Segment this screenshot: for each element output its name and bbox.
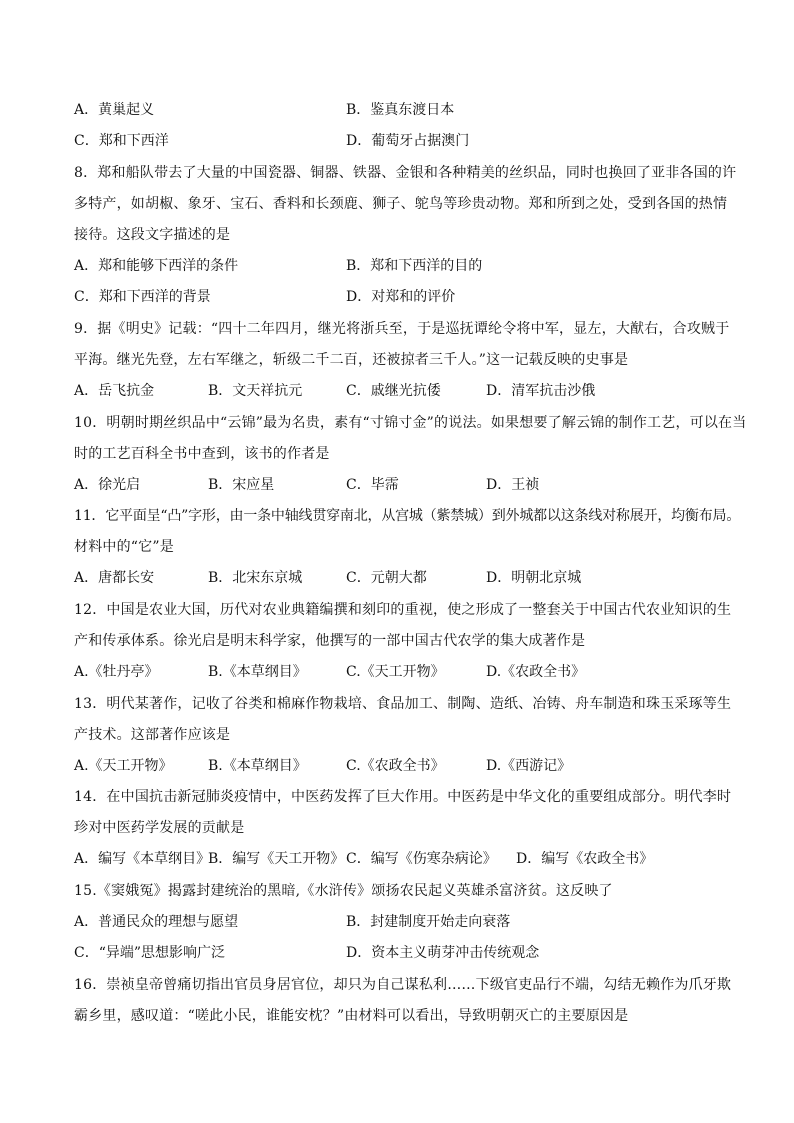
q13-stem-line-1: 13．明代某著作，记收了谷类和棉麻作物栽培、食品加工、制陶、造纸、冶铸、舟车制造和珠玉采琢等生 [74,696,732,712]
q15-option-b: B．封建制度开始走向衰落 [346,914,511,930]
q12-option-d: D.《农政全书》 [486,664,586,680]
q10-option-b: B．宋应星 [208,477,275,493]
q12-stem-line-2: 产和传承体系。徐光启是明末科学家，他撰写的一部中国古代农学的集大成著作是 [74,633,586,649]
q9-option-b: B．文天祥抗元 [208,383,303,399]
q13-stem-line-2: 产技术。这部著作应该是 [74,727,231,743]
q8-option-d: D．对郑和的评价 [346,289,456,305]
q15-stem-line-1: 15.《窦娥冤》揭露封建统治的黑暗,《水浒传》颂扬农民起义英雄杀富济贫。这反映了 [74,883,613,899]
q10-option-c: C．毕霈 [346,477,399,493]
q11-option-b: B．北宋东京城 [208,570,303,586]
q12-option-c: C.《天工开物》 [346,664,445,680]
q10-option-d: D．王祯 [486,477,540,493]
q11-stem-line-2: 材料中的“它”是 [74,539,174,555]
q9-option-c: C．戚继光抗倭 [346,383,441,399]
q8-stem-line-3: 接待。这段文字描述的是 [74,227,231,243]
q9-option-a: A．岳飞抗金 [74,383,155,399]
q8-option-a: A．郑和能够下西洋的条件 [74,258,239,274]
q9-option-d: D．清军抗击沙俄 [486,383,596,399]
q12-stem-line-1: 12．中国是农业大国，历代对农业典籍编撰和刻印的重视，使之形成了一整套关于中国古代农业知识的生 [74,602,732,618]
q16-stem-line-1: 16．崇祯皇帝曾痛切指出官员身居官位，却只为自己谋私利……下级官吏品行不端，勾结无赖作为爪牙欺 [74,977,732,993]
q9-stem-line-1: 9．据《明史》记载：“四十二年四月，继光将浙兵至，于是巡抚谭纶令将中军，显左，大猷右，合攻贼于 [74,321,730,337]
q10-stem-line-2: 时的工艺百科全书中查到，该书的作者是 [74,446,330,462]
q8-option-c: C．郑和下西洋的背景 [74,289,211,305]
q7-option-c: C．郑和下西洋 [74,133,169,149]
q15-option-d: D．资本主义萌芽冲击传统观念 [346,945,540,961]
q15-option-a: A．普通民众的理想与愿望 [74,914,239,930]
q14-stem-line-2: 珍对中医药学发展的贡献是 [74,820,245,836]
q11-stem-line-1: 11．它平面呈“凸”字形，由一条中轴线贯穿南北，从宫城（紫禁城）到外城都以这条线对称展开，均衡布局。 [74,508,741,524]
q15-option-c: C．“异端”思想影响广泛 [74,945,226,961]
q9-stem-line-2: 平海。继光先登，左右军继之，斩级二千二百，还被掠者三千人。”这一记载反映的史事是 [74,352,629,368]
q11-option-d: D．明朝北京城 [486,570,582,586]
q14-option-d: D．编写《农政全书》 [516,851,654,867]
q10-option-a: A．徐光启 [74,477,141,493]
q13-option-a: A.《天工开物》 [74,758,173,774]
q8-stem-line-2: 多特产，如胡椒、象牙、宝石、香料和长颈鹿、狮子、鸵鸟等珍贵动物。郑和所到之处，受到各国的热情 [74,196,728,212]
q14-stem-line-1: 14．在中国抗击新冠肺炎疫情中，中医药发挥了巨大作用。中医药是中华文化的重要组成部分。明代李时 [74,789,732,805]
q8-stem-line-1: 8．郑和船队带去了大量的中国瓷器、铜器、铁器、金银和各种精美的丝织品，同时也换回了亚非各国的许 [74,165,737,181]
q13-option-d: D.《西游记》 [486,758,572,774]
q7-option-d: D．葡萄牙占据澳门 [346,133,470,149]
q12-option-a: A.《牡丹亭》 [74,664,159,680]
q14-option-b: B．编写《天工开物》 [208,851,345,867]
q14-option-c: C．编写《伤寒杂病论》 [346,851,497,867]
q12-option-b: B.《本草纲目》 [208,664,307,680]
q8-option-b: B．郑和下西洋的目的 [346,258,483,274]
q13-option-c: C.《农政全书》 [346,758,445,774]
q7-option-a: A．黄巢起义 [74,102,155,118]
q11-option-c: C．元朝大都 [346,570,427,586]
q13-option-b: B.《本草纲目》 [208,758,307,774]
q10-stem-line-1: 10．明朝时期丝织品中“云锦”最为名贵，素有“寸锦寸金”的说法。如果想要了解云锦的制作工艺，可以在当 [74,415,747,431]
q11-option-a: A．唐都长安 [74,570,155,586]
q16-stem-line-2: 霸乡里，感叹道：“嗟此小民，谁能安枕？”由材料可以看出，导致明朝灭亡的主要原因是 [74,1008,629,1024]
q7-option-b: B．鉴真东渡日本 [346,102,455,118]
q14-option-a: A．编写《本草纲目》 [74,851,211,867]
